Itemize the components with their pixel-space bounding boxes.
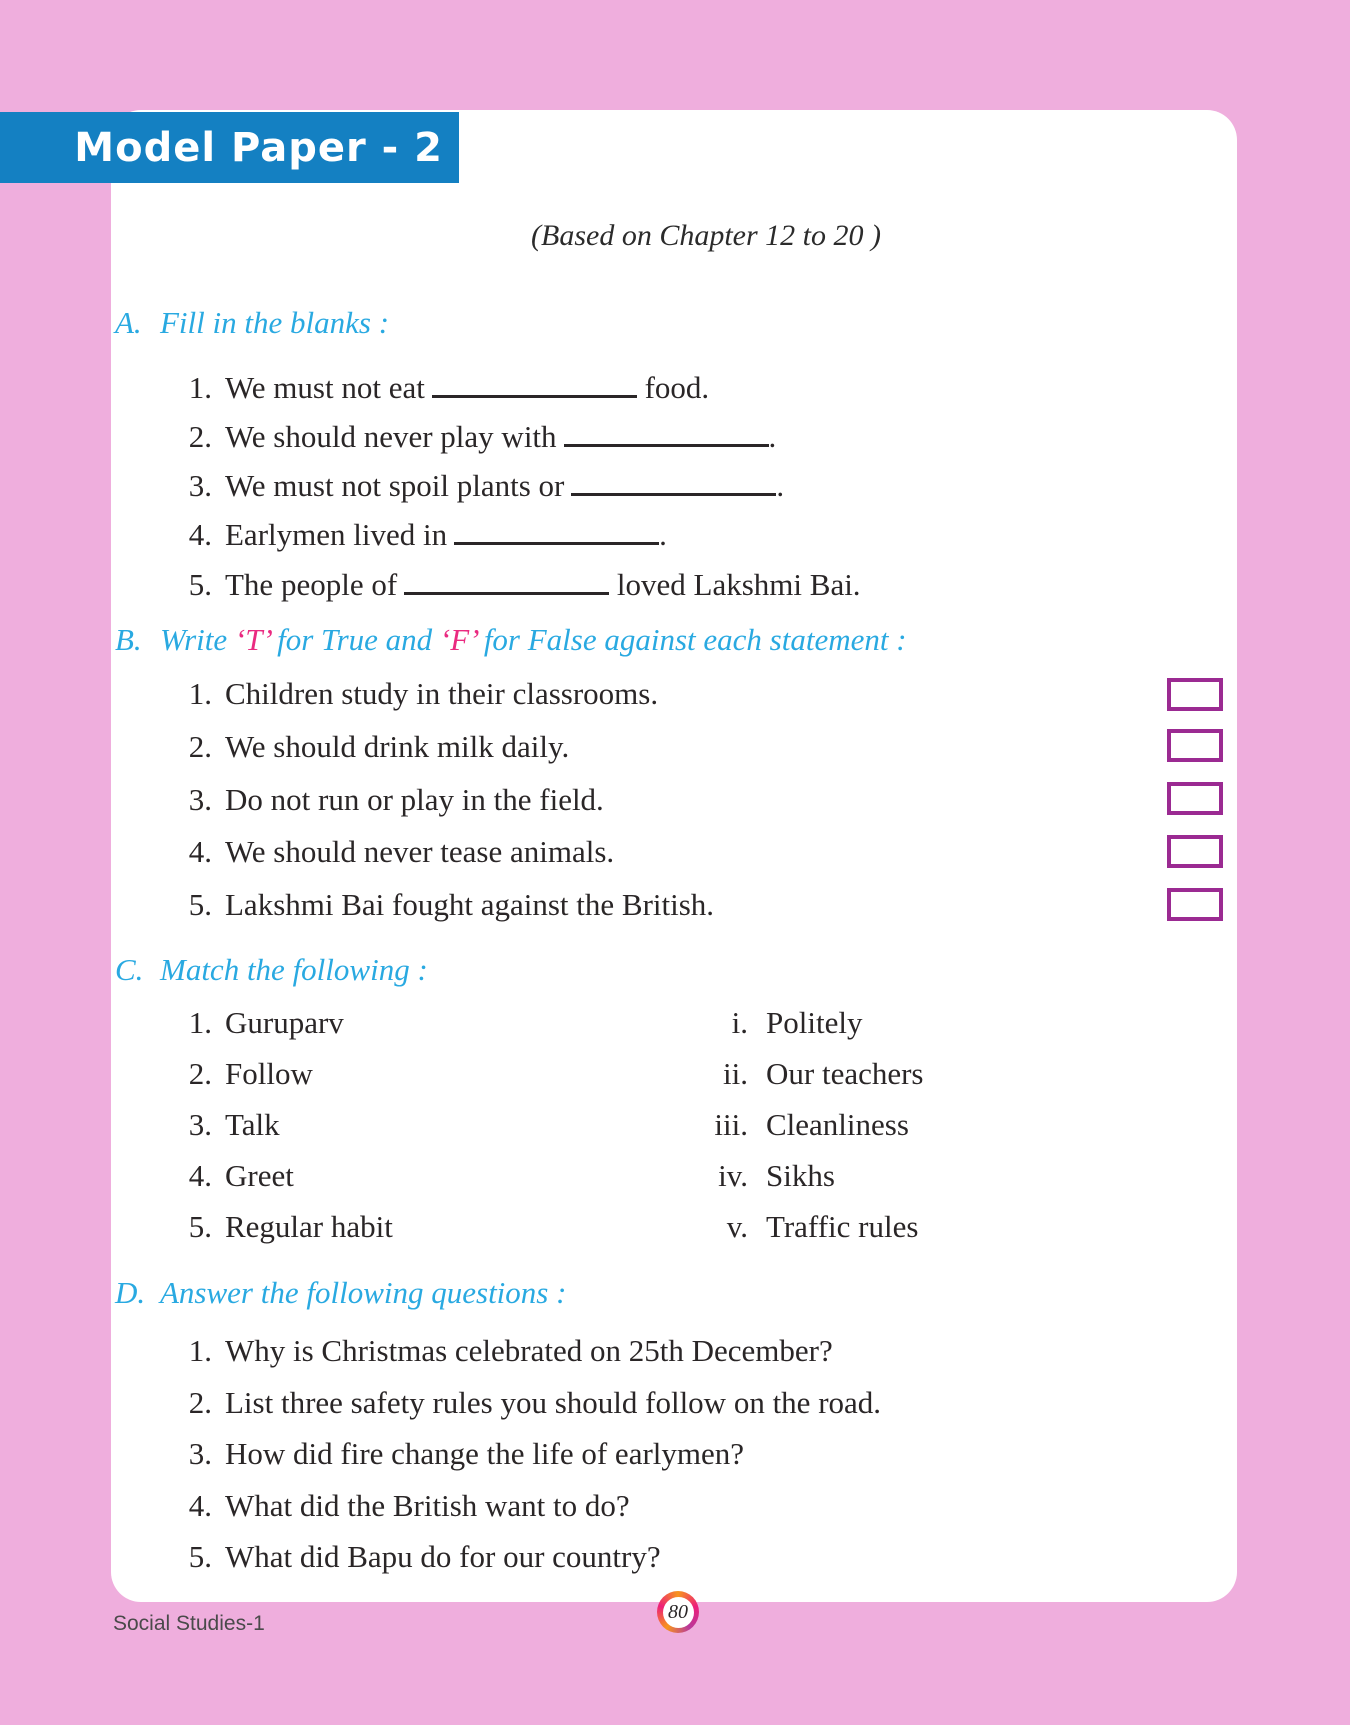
list-item xyxy=(178,463,784,509)
item-text: Talk xyxy=(225,1107,280,1142)
item-text: What did Bapu do for our country? xyxy=(225,1539,661,1574)
item-text: We should drink milk daily. xyxy=(225,729,570,764)
match-right-item xyxy=(700,1102,909,1148)
item-text: What did the British want to do? xyxy=(225,1488,630,1523)
true-letter: ‘T’ xyxy=(234,622,270,657)
section-d-heading xyxy=(115,1270,566,1316)
fill-blank[interactable] xyxy=(432,391,637,398)
match-right-item xyxy=(700,1153,835,1199)
match-left-item xyxy=(178,1051,313,1097)
item-text: We must not spoil plants or . xyxy=(225,468,785,503)
item-text: Follow xyxy=(225,1056,313,1091)
section-a-heading xyxy=(115,300,389,346)
item-number: iii. xyxy=(714,1107,748,1142)
item-number: 3. xyxy=(188,1107,212,1142)
item-number: 5. xyxy=(188,1539,212,1574)
item-text: Children study in their classrooms. xyxy=(225,676,659,711)
item-number: 4. xyxy=(188,517,212,552)
list-item xyxy=(178,671,658,717)
section-letter: C. xyxy=(115,952,144,987)
item-text: Cleanliness xyxy=(766,1107,909,1142)
item-number: 1. xyxy=(188,370,212,405)
item-text: We must not eat food. xyxy=(225,370,710,405)
section-b-heading xyxy=(115,617,907,663)
item-text: List three safety rules you should follow on the road. xyxy=(225,1385,882,1420)
item-text: Regular habit xyxy=(225,1209,393,1244)
item-number: iv. xyxy=(718,1158,748,1193)
item-text: Traffic rules xyxy=(766,1209,919,1244)
banner-title: Model Paper - 2 xyxy=(74,124,443,171)
section-title: Match the following : xyxy=(160,952,428,987)
match-left-item xyxy=(178,1204,393,1250)
true-false-checkbox[interactable] xyxy=(1167,729,1223,762)
item-text: We should never play with . xyxy=(225,419,777,454)
question-item xyxy=(178,1328,833,1374)
item-text: Sikhs xyxy=(766,1158,835,1193)
item-text: Lakshmi Bai fought against the British. xyxy=(225,887,715,922)
item-number: i. xyxy=(731,1005,748,1040)
false-letter: ‘F’ xyxy=(439,622,477,657)
match-right-item xyxy=(700,1000,862,1046)
question-item xyxy=(178,1483,630,1529)
list-item xyxy=(178,512,667,558)
section-letter: D. xyxy=(115,1275,146,1310)
item-text: Our teachers xyxy=(766,1056,924,1091)
item-number: 4. xyxy=(188,834,212,869)
item-text: Politely xyxy=(766,1005,863,1040)
section-letter: B. xyxy=(115,622,142,657)
match-left-item xyxy=(178,1102,280,1148)
fill-blank[interactable] xyxy=(454,538,659,545)
section-title: Answer the following questions : xyxy=(160,1275,567,1310)
list-item xyxy=(178,882,714,928)
true-false-checkbox[interactable] xyxy=(1167,782,1223,815)
item-text: Guruparv xyxy=(225,1005,344,1040)
list-item xyxy=(178,365,709,411)
item-text: Earlymen lived in . xyxy=(225,517,667,552)
question-item xyxy=(178,1380,881,1426)
item-number: ii. xyxy=(723,1056,748,1091)
section-letter: A. xyxy=(115,305,142,340)
fill-blank[interactable] xyxy=(564,440,769,447)
item-number: 2. xyxy=(188,419,212,454)
item-number: 1. xyxy=(188,1333,212,1368)
match-left-item xyxy=(178,1000,344,1046)
page-number: 80 xyxy=(663,1597,694,1628)
list-item xyxy=(178,829,614,875)
item-number: 4. xyxy=(188,1488,212,1523)
section-c-heading xyxy=(115,947,428,993)
item-number: 2. xyxy=(188,1385,212,1420)
section-title: Write ‘T’ for True and ‘F’ for False against each statement : xyxy=(160,622,907,657)
item-text: How did fire change the life of earlymen? xyxy=(225,1436,745,1471)
section-title: Fill in the blanks : xyxy=(160,305,390,340)
chapter-banner xyxy=(0,112,459,183)
item-number: 3. xyxy=(188,1436,212,1471)
match-right-item xyxy=(700,1051,924,1097)
match-left-item xyxy=(178,1153,294,1199)
true-false-checkbox[interactable] xyxy=(1167,835,1223,868)
item-number: 3. xyxy=(188,782,212,817)
item-number: 5. xyxy=(188,567,212,602)
list-item xyxy=(178,414,776,460)
item-number: 5. xyxy=(188,887,212,922)
list-item xyxy=(178,724,569,770)
question-item xyxy=(178,1431,744,1477)
page-number-badge xyxy=(657,1591,699,1633)
item-number: v. xyxy=(726,1209,748,1244)
true-false-checkbox[interactable] xyxy=(1167,678,1223,711)
list-item xyxy=(178,777,604,823)
item-number: 5. xyxy=(188,1209,212,1244)
item-text: Why is Christmas celebrated on 25th December? xyxy=(225,1333,833,1368)
subtitle: (Based on Chapter 12 to 20 ) xyxy=(531,219,881,252)
item-text: Greet xyxy=(225,1158,294,1193)
item-number: 4. xyxy=(188,1158,212,1193)
book-label: Social Studies-1 xyxy=(113,1612,265,1635)
list-item xyxy=(178,562,861,608)
item-text: We should never tease animals. xyxy=(225,834,615,869)
item-text: The people of loved Lakshmi Bai. xyxy=(225,567,861,602)
fill-blank[interactable] xyxy=(571,489,776,496)
item-number: 1. xyxy=(188,1005,212,1040)
item-number: 1. xyxy=(188,676,212,711)
fill-blank[interactable] xyxy=(404,588,609,595)
question-item xyxy=(178,1534,661,1580)
item-number: 2. xyxy=(188,1056,212,1091)
match-right-item xyxy=(700,1204,918,1250)
item-text: Do not run or play in the field. xyxy=(225,782,604,817)
item-number: 3. xyxy=(188,468,212,503)
true-false-checkbox[interactable] xyxy=(1167,888,1223,921)
item-number: 2. xyxy=(188,729,212,764)
